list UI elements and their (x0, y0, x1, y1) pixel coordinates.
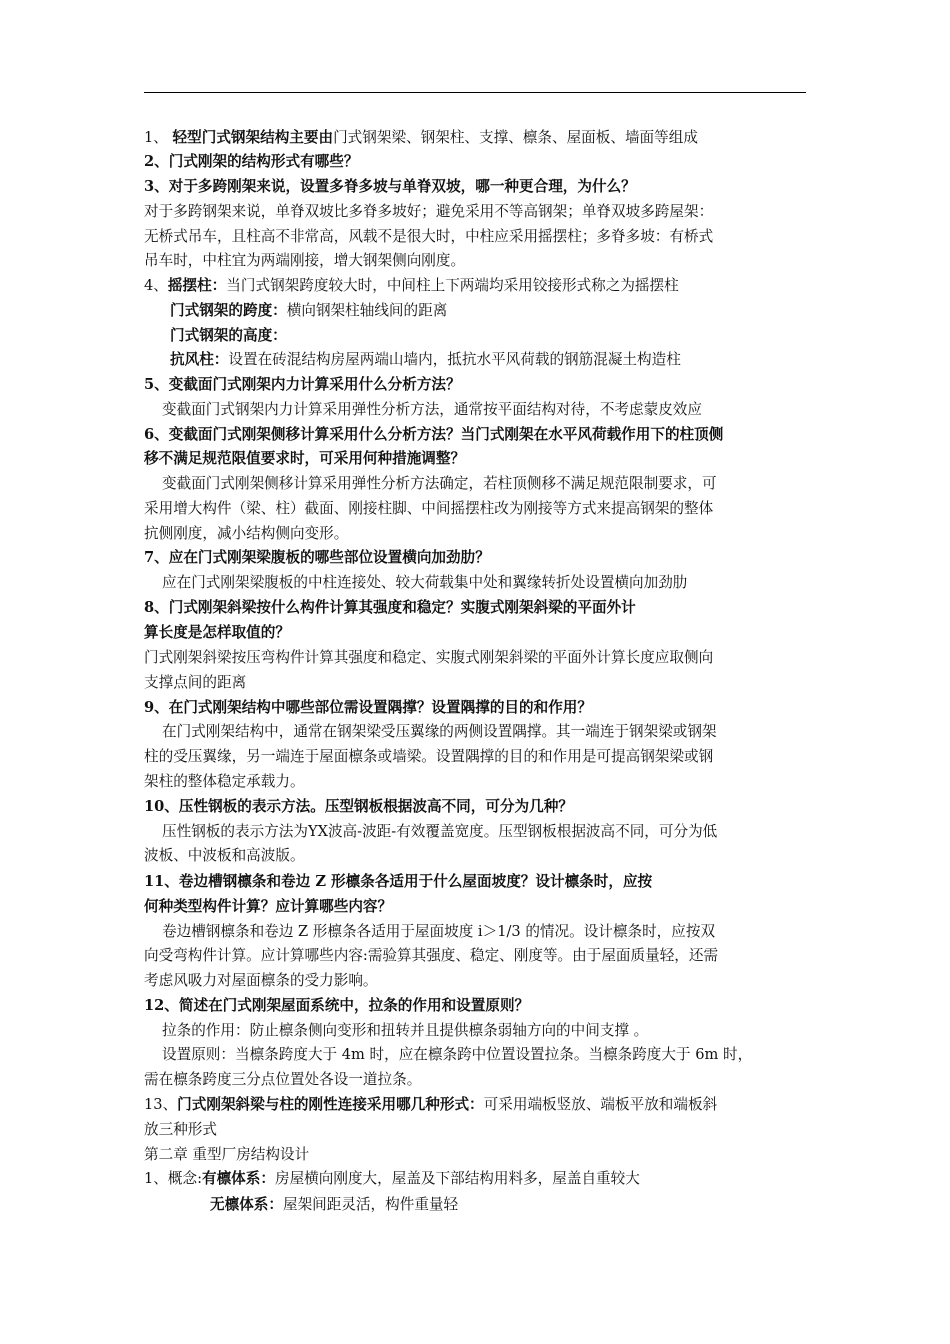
line-42 (144, 1144, 309, 1168)
text-span: 房屋横向刚度大，屋盖及下部结构用料多，屋盖自重较大 (274, 1170, 640, 1187)
line-21 (144, 622, 290, 646)
line-16 (144, 498, 713, 522)
text-span: 波板、中波板和高波版。 (144, 847, 305, 864)
text-span: 无桥式吊车，且柱高不非常高，风载不是很大时，中柱应采用摇摆柱；多脊多坡：有桥式 (144, 228, 714, 245)
bold-text-span: 8、门式刚架斜梁按什么构件计算其强度和稳定？实腹式刚架斜梁的平面外计 (144, 599, 636, 616)
text-span: 横向钢架柱轴线间的距离 (286, 302, 448, 319)
line-33 (162, 921, 715, 945)
bold-text-span: 何种类型构件计算？应计算哪些内容？ (144, 898, 393, 915)
text-span: 支撑点间的距离 (144, 674, 247, 691)
line-20 (144, 597, 636, 621)
bold-text-span: 9、在门式刚架结构中哪些部位需设置隅撑？设置隅撑的目的和作用？ (144, 699, 592, 716)
text-span: 拉条的作用：防止檩条侧向变形和扭转并且提供檩条弱轴方向的中间支撑 。 (162, 1022, 649, 1039)
line-35 (144, 970, 378, 994)
text-span: 变截面门式钢架内力计算采用弹性分析方法，通常按平面结构对待，不考虑蒙皮效应 (162, 401, 702, 418)
text-span: 13、 (144, 1096, 178, 1113)
bold-text-span: 5、变截面门式刚架内力计算采用什么分析方法？ (144, 376, 461, 393)
line-17 (144, 523, 348, 547)
line-1 (144, 127, 698, 151)
text-span: 1、概念: (144, 1170, 202, 1187)
text-span: 可采用端板竖放、端板平放和端板斜 (483, 1096, 718, 1113)
line-6 (144, 250, 465, 274)
line-31 (144, 871, 652, 895)
text-span: 门式刚架斜梁按压弯构件计算其强度和稳定、实腹式刚架斜梁的平面外计算长度应取侧向 (144, 649, 714, 666)
text-span: 卷边槽钢檩条和卷边 Z 形檩条各适用于屋面坡度 i＞1/3 的情况。设计檩条时，应按双 (162, 923, 716, 940)
text-span: 采用增大构件（梁、柱）截面、刚接柱脚、中间摇摆柱改为刚接等方式来提高钢架的整体 (144, 500, 714, 517)
line-28 (144, 796, 573, 820)
text-span: 压性钢板的表示方法为YX波高-波距-有效覆盖宽度。压型钢板根据波高不同，可分为低 (162, 823, 718, 840)
text-span: 屋架间距灵活，构件重量轻 (282, 1196, 459, 1213)
text-span: 设置原则：当檩条跨度大于 4m 时，应在檩条跨中位置设置拉条。当檩条跨度大于 6m 时， (162, 1046, 753, 1063)
line-26 (144, 746, 713, 770)
text-span: 应在门式刚架梁腹板的中柱连接处、较大荷载集中处和翼缘转折处设置横向加劲肋 (162, 574, 688, 591)
line-44 (210, 1194, 458, 1218)
line-27 (144, 771, 305, 795)
text-span: 当门式钢架跨度较大时，中间柱上下两端均采用铰接形式称之为摇摆柱 (226, 277, 679, 294)
line-13 (144, 424, 723, 448)
line-19 (162, 572, 687, 596)
line-29 (162, 821, 717, 845)
bold-text-span: 算长度是怎样取值的？ (144, 624, 290, 641)
line-39 (144, 1069, 421, 1093)
line-38 (162, 1044, 752, 1068)
bold-text-span: 抗风柱： (170, 351, 229, 368)
bold-text-span: 轻型门式钢架结构主要由 (172, 129, 334, 146)
line-11 (144, 374, 461, 398)
line-23 (144, 672, 246, 696)
line-32 (144, 896, 392, 920)
bold-text-span: 门式钢架的跨度： (170, 302, 287, 319)
line-7 (144, 275, 679, 299)
line-4 (144, 201, 713, 225)
text-span: 柱的受压翼缘，另一端连于屋面檩条或墙梁。设置隅撑的目的和作用是可提高钢架梁或钢 (144, 748, 714, 765)
text-span: 门式钢架梁、钢架柱、支撑、檩条、屋面板、墙面等组成 (333, 129, 698, 146)
bold-text-span: 7、应在门式刚架梁腹板的哪些部位设置横向加劲肋？ (144, 549, 490, 566)
text-span: 向受弯构件计算。应计算哪些内容:需验算其强度、稳定、刚度等。由于屋面质量轻，还需 (144, 947, 719, 964)
bold-text-span: 门式刚架斜梁与柱的刚性连接采用哪几种形式： (177, 1096, 484, 1113)
line-25 (162, 721, 717, 745)
line-24 (144, 697, 592, 721)
text-span: 抗侧刚度，减小结构侧向变形。 (144, 525, 349, 542)
bold-text-span: 3、对于多跨刚架来说，设置多脊多坡与单脊双坡，哪一种更合理，为什么？ (144, 178, 636, 195)
bold-text-span: 11、卷边槽钢檩条和卷边 Z 形檩条各适用于什么屋面坡度？设计檩条时，应按 (144, 873, 653, 890)
bold-text-span: 无檩体系： (210, 1196, 283, 1213)
line-30 (144, 845, 305, 869)
line-14 (144, 448, 465, 472)
line-3 (144, 176, 636, 200)
text-span: 在门式刚架结构中，通常在钢架梁受压翼缘的两侧设置隅撑。其一端连于钢架梁或钢架 (162, 723, 717, 740)
bold-text-span: 12、简述在门式刚架屋面系统中，拉条的作用和设置原则？ (144, 997, 530, 1014)
text-span: 架柱的整体稳定承载力。 (144, 773, 305, 790)
text-span: 1、 (144, 129, 173, 146)
text-span: 考虑风吸力对屋面檩条的受力影响。 (144, 972, 378, 989)
line-2 (144, 151, 358, 175)
line-5 (144, 226, 713, 250)
bold-text-span: 门式钢架的高度： (170, 327, 287, 344)
line-36 (144, 995, 529, 1019)
text-span: 4、 (144, 277, 168, 294)
line-8 (170, 300, 447, 324)
line-15 (162, 473, 717, 497)
text-span: 吊车时，中柱宜为两端刚接，增大钢架侧向刚度。 (144, 252, 466, 269)
bold-text-span: 摇摆柱： (167, 277, 227, 294)
line-18 (144, 547, 490, 571)
line-41 (144, 1119, 217, 1143)
line-10 (170, 349, 681, 373)
line-34 (144, 945, 718, 969)
line-43 (144, 1168, 640, 1192)
line-40 (144, 1094, 717, 1118)
bold-text-span: 2、门式刚架的结构形式有哪些？ (144, 153, 359, 170)
text-span: 需在檩条跨度三分点位置处各设一道拉条。 (144, 1071, 422, 1088)
text-span: 变截面门式刚架侧移计算采用弹性分析方法确定，若柱顶侧移不满足规范限制要求，可 (162, 475, 717, 492)
line-9 (170, 325, 287, 349)
line-22 (144, 647, 713, 671)
bold-text-span: 移不满足规范限值要求时，可采用何种措施调整？ (144, 450, 466, 467)
bold-text-span: 6、变截面门式刚架侧移计算采用什么分析方法？当门式刚架在水平风荷载作用下的柱顶侧 (144, 426, 724, 443)
bold-text-span: 10、压性钢板的表示方法。压型钢板根据波高不同，可分为几种？ (144, 798, 573, 815)
text-span: 放三种形式 (144, 1121, 217, 1138)
text-span: 第二章 重型厂房结构设计 (144, 1146, 310, 1163)
line-12 (162, 399, 702, 423)
text-span: 设置在砖混结构房屋两端山墙内，抵抗水平风荷载的钢筋混凝土构造柱 (228, 351, 681, 368)
line-37 (162, 1020, 648, 1044)
text-span: 对于多跨钢架来说，单脊双坡比多脊多坡好；避免采用不等高钢架；单脊双坡多跨屋架： (144, 203, 714, 220)
bold-text-span: 有檩体系： (201, 1170, 275, 1187)
header-rule (144, 92, 806, 93)
